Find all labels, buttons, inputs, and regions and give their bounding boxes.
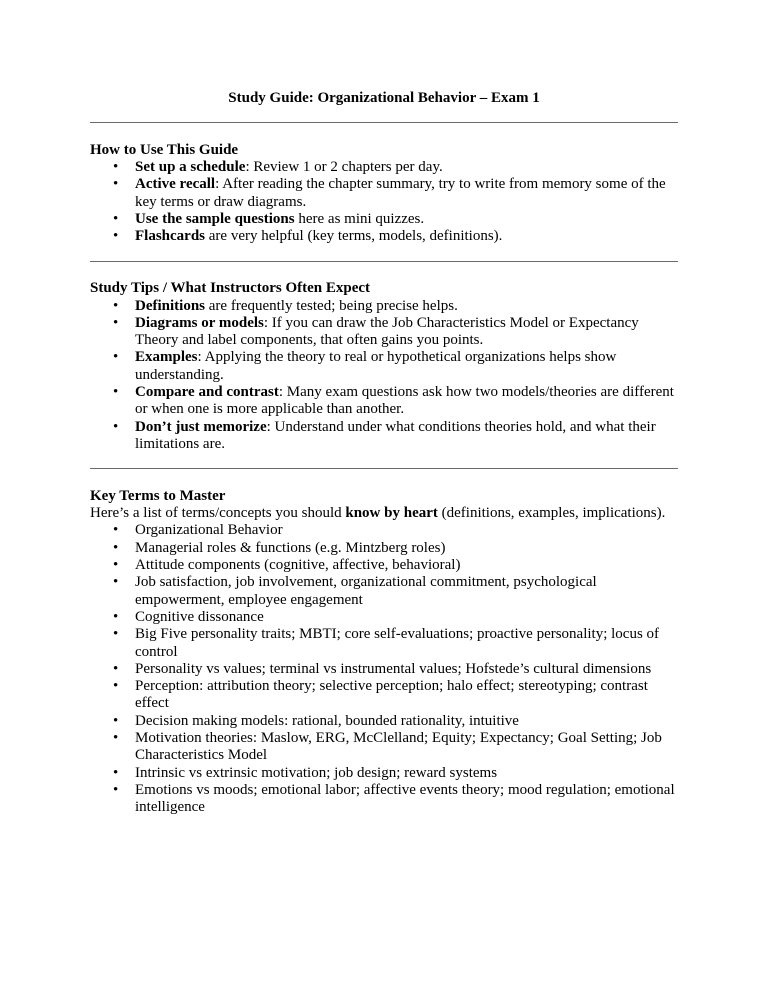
list-item — [113, 712, 678, 730]
list-item — [113, 522, 678, 539]
section-heading-study-tips: Study Tips / What Instructors Often Expect — [90, 280, 371, 297]
list-item-emphasis: Definitions — [135, 297, 206, 314]
list-item — [113, 781, 678, 817]
list-item-text: Intrinsic vs extrinsic motivation; job design; reward systems — [135, 764, 498, 781]
how-to-use-list — [90, 159, 678, 245]
list-item — [113, 384, 678, 419]
bullet-icon: • — [113, 574, 119, 591]
section-heading-key-terms: Key Terms to Master — [90, 487, 226, 504]
list-item-emphasis: Set up a schedule — [135, 159, 246, 176]
list-item-emphasis: Active recall — [135, 176, 216, 193]
list-item-text: : Applying the theory to real or hypothetical organizations helps show understanding. — [135, 349, 617, 383]
list-item-text: : Understand under what conditions theories hold, and what their limitations are. — [135, 418, 656, 452]
list-item-text: : Review 1 or 2 chapters per day. — [245, 159, 443, 176]
list-item-text: Managerial roles & functions (e.g. Mintzberg roles) — [135, 539, 446, 556]
intro-text-end: (definitions, examples, implications). — [437, 505, 666, 522]
bullet-icon: • — [113, 660, 119, 677]
list-item — [113, 764, 678, 782]
list-item — [113, 574, 678, 609]
bullet-icon: • — [113, 159, 119, 176]
bullet-icon: • — [113, 228, 119, 245]
list-item — [113, 349, 678, 384]
list-item — [113, 228, 678, 245]
study-tips-list — [90, 298, 678, 454]
bullet-icon: • — [113, 729, 119, 746]
bullet-icon: • — [113, 557, 119, 574]
section-heading-how-to-use: How to Use This Guide — [90, 141, 239, 158]
bullet-icon: • — [113, 608, 119, 625]
list-item-text: : If you can draw the Job Characteristics Model or Expectancy Theory and label components, that often gains you points. — [135, 314, 639, 349]
list-item — [113, 729, 678, 765]
blank-line — [90, 263, 678, 280]
list-item-emphasis: Flashcards — [135, 228, 206, 245]
list-item — [113, 314, 678, 350]
list-item-text: are very helpful (key terms, models, definitions). — [205, 228, 503, 245]
document-page — [90, 90, 678, 816]
bullet-icon: • — [113, 211, 119, 228]
list-item-text: Attitude components (cognitive, affective, behavioral) — [135, 557, 461, 574]
list-item-text: are frequently tested; being precise helps. — [205, 297, 458, 314]
list-item — [113, 297, 678, 315]
bullet-icon: • — [113, 314, 119, 331]
list-item-text: Personality vs values; terminal vs instrumental values; Hofstede’s cultural dimensions — [135, 660, 652, 677]
list-item-emphasis: Use the sample questions — [135, 211, 295, 228]
list-item — [113, 608, 678, 626]
bullet-icon: • — [113, 176, 119, 193]
list-item-text: : Many exam questions ask how two models/theories are different or when one is more applicable than another. — [135, 384, 674, 418]
bullet-icon: • — [113, 349, 119, 366]
list-item-text: Job satisfaction, job involvement, organizational commitment, psychological empowerment, employee engagement — [135, 574, 597, 608]
list-item-text: Cognitive dissonance — [135, 608, 264, 625]
horizontal-rule — [90, 453, 678, 470]
blank-line — [90, 125, 678, 142]
list-item-text: : After reading the chapter summary, try to write from memory some of the key terms or draw diagrams. — [135, 176, 666, 210]
intro-emphasis: know by heart — [345, 505, 438, 522]
key-terms-list — [90, 522, 678, 816]
intro-text: Here’s a list of terms/concepts you should — [90, 505, 346, 522]
list-item — [113, 557, 678, 574]
bullet-icon: • — [113, 781, 119, 798]
list-item-text: here as mini quizzes. — [294, 211, 425, 228]
list-item-emphasis: Examples — [135, 349, 198, 366]
list-item-emphasis: Don’t just memorize — [135, 418, 267, 435]
horizontal-rule — [90, 107, 678, 124]
bullet-icon: • — [113, 712, 119, 729]
list-item-text: Big Five personality traits; MBTI; core self-evaluations; proactive personality; locus of control — [135, 626, 660, 660]
list-item — [113, 678, 678, 713]
list-item-text: Organizational Behavior — [135, 522, 283, 539]
bullet-icon: • — [113, 418, 119, 435]
list-item — [113, 211, 678, 228]
list-item-text: Perception: attribution theory; selective perception; halo effect; stereotyping; contrast effect — [135, 678, 648, 712]
bullet-icon: • — [113, 384, 119, 401]
horizontal-rule — [90, 246, 678, 263]
key-terms-intro — [90, 505, 678, 522]
list-item — [113, 418, 678, 454]
bullet-icon: • — [113, 678, 119, 695]
list-item — [113, 539, 678, 557]
blank-line — [90, 471, 678, 488]
list-item — [113, 159, 678, 176]
bullet-icon: • — [113, 764, 119, 781]
bullet-icon: • — [113, 539, 119, 556]
list-item — [113, 626, 678, 661]
list-item-text: Decision making models: rational, bounded rationality, intuitive — [135, 712, 519, 729]
list-item — [113, 176, 678, 211]
list-item-text: Motivation theories: Maslow, ERG, McClelland; Equity; Expectancy; Goal Setting; Job Characteristics Model — [135, 729, 662, 764]
bullet-icon: • — [113, 297, 119, 314]
bullet-icon: • — [113, 522, 119, 539]
bullet-icon: • — [113, 626, 119, 643]
list-item — [113, 660, 678, 678]
document-title: Study Guide: Organizational Behavior – Exam 1 — [228, 90, 540, 106]
list-item-emphasis: Diagrams or models — [135, 314, 264, 331]
list-item-text: Emotions vs moods; emotional labor; affective events theory; mood regulation; emotional intelligence — [135, 781, 675, 816]
list-item-emphasis: Compare and contrast — [135, 384, 279, 401]
